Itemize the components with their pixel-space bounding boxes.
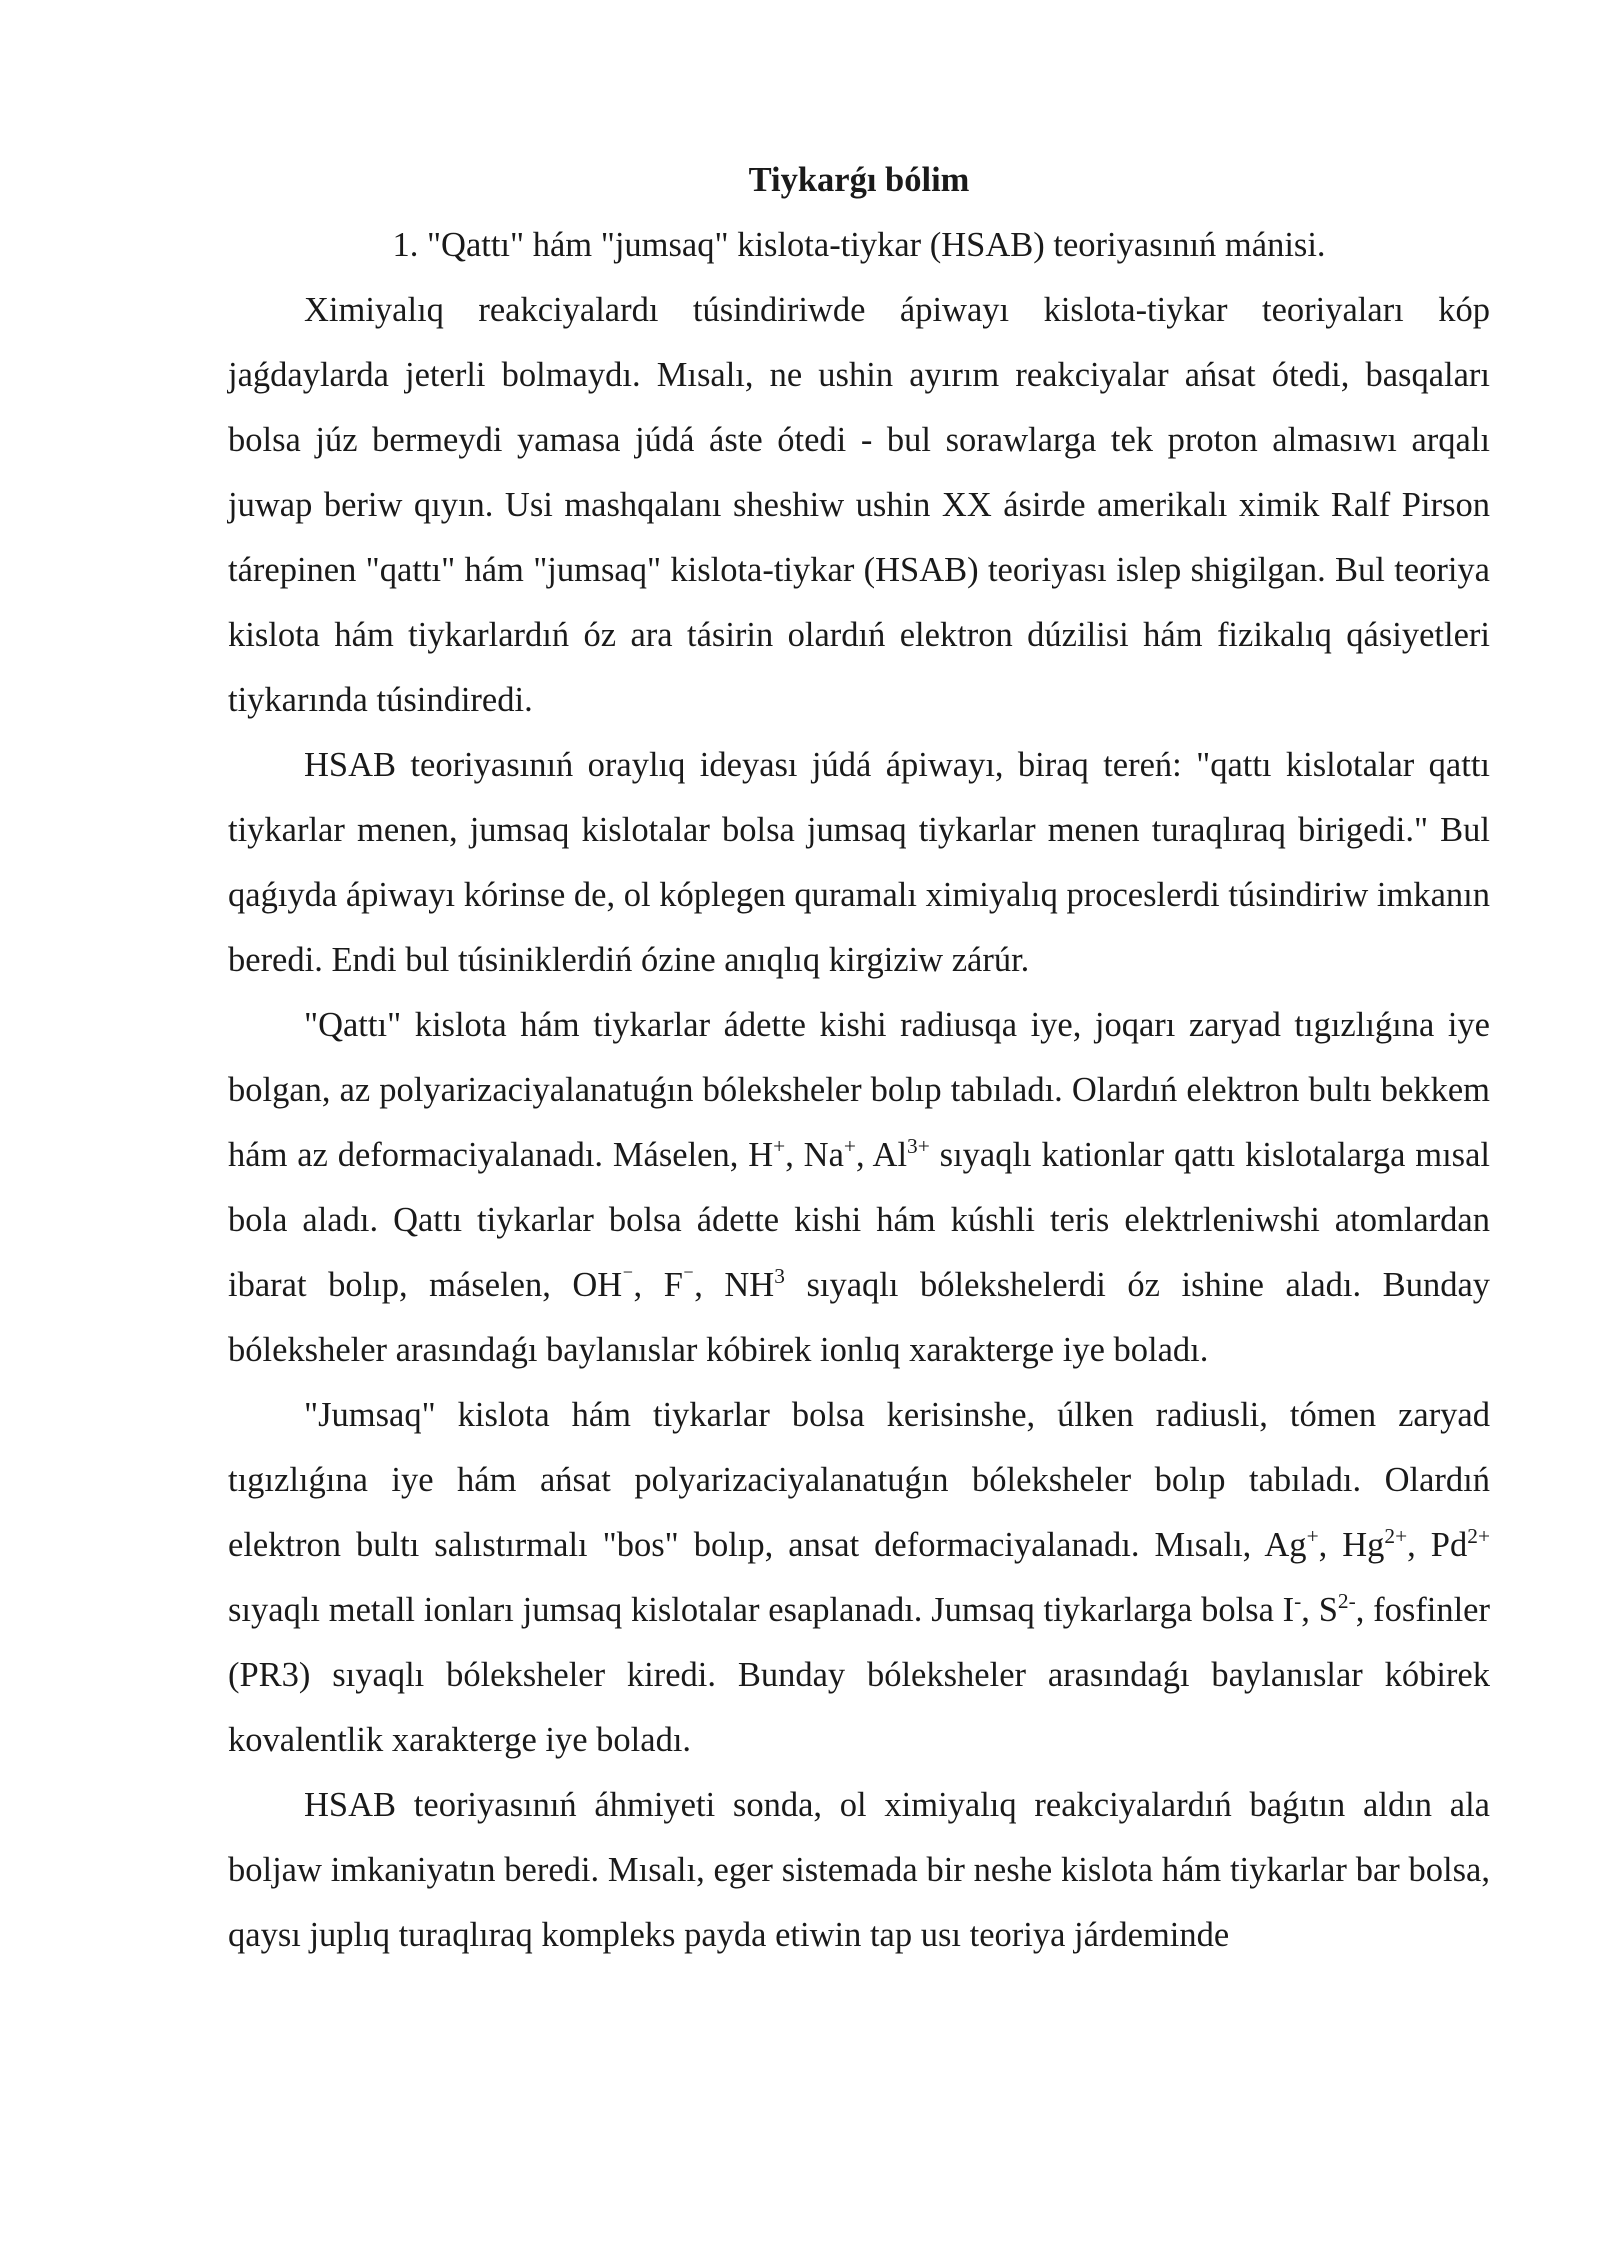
paragraph-intro: Ximiyalıq reakciyalardı túsindiriwde ápiwayı kislota-tiykar teoriyaları kóp jaǵdaylarda jeterli bolmaydı. Mısalı, ne ushin ayırım reakciyalar ańsat ótedi, basqaları bolsa júz bermeydi yamasa júdá áste ótedi - bul sorawlarga tek proton almasıwı arqalı juwap beriw qıyın. Usi mashqalanı sheshiw ushin XX ásirde amerikalı ximik Ralf Pirson tárepinen "qattı" hám "jumsaq" kislota-tiykar (HSAB) teoriyası islep shigilgan. Bul teoriya kislota hám tiykarlardıń óz ara tásirin olardıń elektron dúzilisi hám fizikalıq qásiyetleri tiykarında túsindiredi. [228,291,1490,719]
paragraph-core-idea: HSAB teoriyasınıń oraylıq ideyası júdá ápiwayı, biraq tereń: "qattı kislotalar qattı tiykarlar menen, jumsaq kislotalar bolsa jumsaq tiykarlar menen turaqlıraq birigedi." Bul qaǵıyda ápiwayı kórinse de, ol kóplegen quramalı ximiyalıq proceslerdi túsindiriw imkanın beredi. Endi bul túsiniklerdiń ózine anıqlıq kirgiziw zárúr. [228,746,1490,979]
ion-charge: ⁻ [682,1263,695,1288]
paragraph-hard-acids-bases [228,993,1490,1383]
ion-charge: + [843,1133,856,1158]
ion-charge: + [1306,1523,1319,1548]
text-run: , Hg [1318,1526,1385,1564]
ion-charge: + [773,1133,786,1158]
ion-charge: - [1294,1588,1302,1613]
text-run: "Qattı" kislota hám tiykarlar ádette kishi radiusqa iye, joqarı zaryad tıgızlıǵına iye bolgan, az polyarizaciyalanatuǵın bóleksheler bolıp tabıladı. Olardıń elektron bultı bekkem hám az deformaciyalanadı. Máselen, H [228,1006,1490,1174]
text-run: , NH [694,1266,775,1304]
text-run: , Pd [1407,1526,1468,1564]
text-run: , fosfinler (PR3) sıyaqlı bóleksheler kiredi. Bunday bóleksheler arasındaǵı baylanıslar kóbirek kovalentlik xarakterge iye boladı. [228,1591,1490,1759]
subsection-heading: 1. "Qattı" hám "jumsaq" kislota-tiykar (HSAB) teoriyasınıń mánisi. [392,226,1326,264]
ion-charge: 2+ [1384,1523,1408,1548]
section-title: Tiykarǵı bólim [748,161,970,199]
text-run: , F [633,1266,683,1304]
text-run: sıyaqlı kationlar qattı kislotalarga mısal bola aladı. Qattı tiykarlar bolsa ádette kishi hám kúshli teris elektrleniwshi atomlardan ibarat bolıp, máselen, OH [228,1136,1491,1304]
text-run: "Jumsaq" kislota hám tiykarlar bolsa kerisinshe, úlken radiusli, tómen zaryad tıgızlıǵına iye hám ańsat polyarizaciyalanatuǵın bóleksheler bolıp tabıladı. Olardıń elektron bultı salıstırmalı "bos" bolıp, ansat deformaciyalanadı. Mısalı, Ag [228,1396,1490,1564]
paragraph-significance: HSAB teoriyasınıń áhmiyeti sonda, ol ximiyalıq reakciyalardıń baǵıtın aldın ala boljaw imkaniyatın beredi. Mısalı, eger sistemada bir neshe kislota hám tiykarlar bar bolsa, qaysı juplıq turaqlıraq kompleks payda etiwin tap usı teoriya járdeminde [228,1786,1490,1954]
text-run: sıyaqlı metall ionları jumsaq kislotalar esaplanadı. Jumsaq tiykarlarga bolsa I [228,1591,1295,1629]
ion-charge: ⁻ [622,1263,634,1288]
document-page [228,148,1490,1968]
subscript-number: 3 [774,1263,785,1288]
ion-charge: 2+ [1467,1523,1490,1548]
ion-charge: 3+ [907,1133,930,1158]
text-run: , Na [785,1136,844,1174]
text-run: , Al [855,1136,908,1174]
ion-charge: 2- [1337,1588,1356,1613]
text-run: , S [1301,1591,1338,1629]
paragraph-soft-acids-bases [228,1383,1490,1773]
text-run: sıyaqlı bólekshelerdi óz ishine aladı. Bunday bóleksheler arasındaǵı baylanıslar kóbirek ionlıq xarakterge iye boladı. [228,1266,1491,1369]
